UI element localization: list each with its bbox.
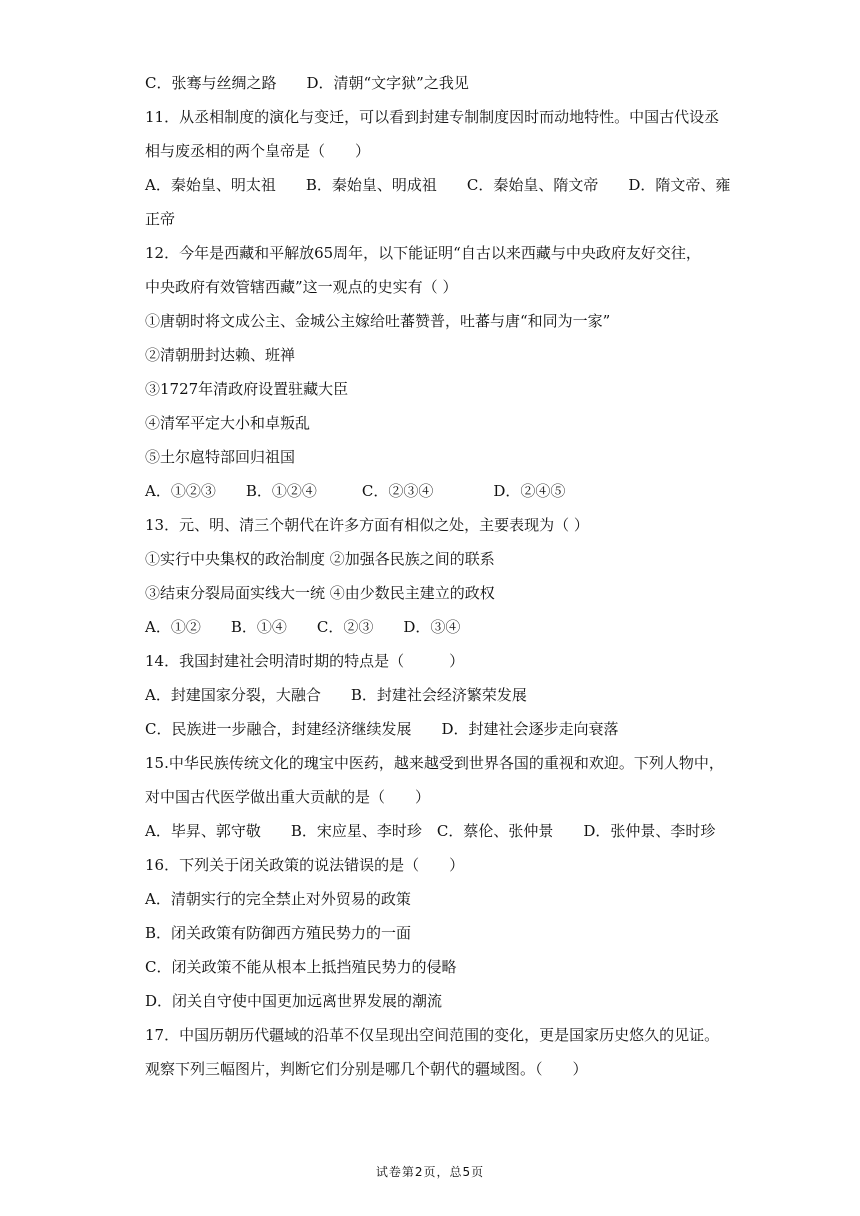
text-line: ②清朝册封达赖、班禅 — [145, 346, 296, 364]
text-line: A．秦始皇、明太祖 B．秦始皇、明成祖 C．秦始皇、隋文帝 D．隋文帝、雍 — [145, 176, 731, 194]
text-line: 16．下列关于闭关政策的说法错误的是（ ） — [145, 856, 465, 874]
text-line: 11．从丞相制度的演化与变迁，可以看到封建专制制度因时而动地特性。中国古代设丞 — [145, 108, 720, 126]
text-line: ③1727年清政府设置驻藏大臣 — [145, 380, 349, 398]
text-line: D．闭关自守使中国更加远离世界发展的潮流 — [145, 992, 443, 1010]
page-footer: 试卷第2页，总5页 — [375, 1165, 485, 1179]
question-text — [145, 66, 731, 1086]
text-line: 17．中国历朝历代疆域的沿革不仅呈现出空间范围的变化，更是国家历史悠久的见证。 — [145, 1026, 720, 1044]
text-line: C．闭关政策不能从根本上抵挡殖民势力的侵略 — [145, 958, 457, 976]
text-line: ①唐朝时将文成公主、金城公主嫁给吐蕃赞普，吐蕃与唐“和同为一家” — [145, 312, 611, 330]
text-line: 相与废丞相的两个皇帝是（ ） — [145, 142, 371, 160]
text-line: A．①② B．①④ C．②③ D．③④ — [145, 618, 461, 636]
text-line: B．闭关政策有防御西方殖民势力的一面 — [145, 924, 412, 942]
text-line: 14．我国封建社会明清时期的特点是（ ） — [145, 652, 465, 670]
text-line: ③结束分裂局面实线大一统 ④由少数民主建立的政权 — [145, 584, 495, 602]
text-line: C．民族进一步融合，封建经济继续发展 D．封建社会逐步走向衰落 — [145, 720, 619, 738]
text-line: A．封建国家分裂，大融合 B．封建社会经济繁荣发展 — [145, 686, 527, 704]
text-line: ④清军平定大小和卓叛乱 — [145, 414, 311, 432]
text-line: ⑤土尔扈特部回归祖国 — [145, 448, 296, 466]
text-line: ①实行中央集权的政治制度 ②加强各民族之间的联系 — [145, 550, 495, 568]
text-line: A．毕昇、郭守敬 B．宋应星、李时珍 C．蔡伦、张仲景 D．张仲景、李时珍 — [145, 822, 716, 840]
text-line: 15.中华民族传统文化的瑰宝中医药，越来越受到世界各国的重视和欢迎。下列人物中， — [145, 754, 724, 772]
text-line: A．①②③ B．①②④ C．②③④ D．②④⑤ — [145, 482, 566, 500]
text-line: 中央政府有效管辖西藏”这一观点的史实有（ ） — [145, 278, 458, 296]
text-line: A．清朝实行的完全禁止对外贸易的政策 — [145, 890, 411, 908]
text-line: 正帝 — [145, 210, 176, 228]
text-line: 对中国古代医学做出重大贡献的是（ ） — [145, 788, 431, 806]
text-line: C．张骞与丝绸之路 D．清朝“文字狱”之我见 — [145, 74, 469, 92]
text-line: 观察下列三幅图片，判断它们分别是哪几个朝代的疆域图。（ ） — [145, 1060, 588, 1078]
text-line: 12．今年是西藏和平解放65周年，以下能证明“自古以来西藏与中央政府友好交往， — [145, 244, 701, 262]
text-line: 13．元、明、清三个朝代在许多方面有相似之处，主要表现为（ ） — [145, 516, 589, 534]
